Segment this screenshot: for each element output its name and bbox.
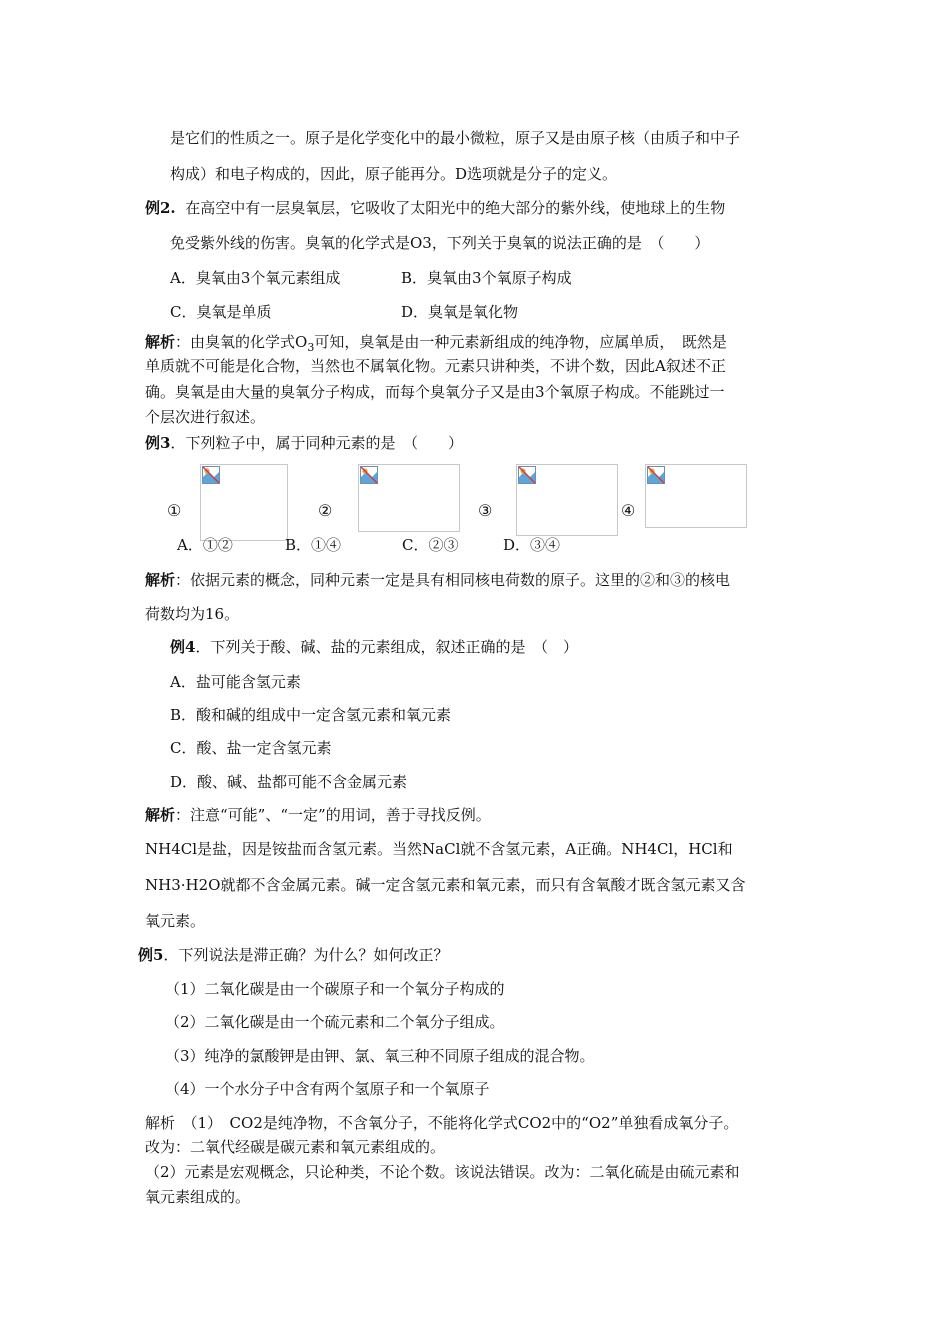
example-5-statement-4: （4）一个水分子中含有两个氢原子和一个氧原子 [165, 1080, 490, 1098]
example-2-option-c: C．臭氧是单质 [170, 303, 272, 321]
atom-diagram-3 [516, 464, 618, 536]
example-5-analysis-line-4: 氧元素组成的。 [145, 1188, 251, 1206]
example-4-option-d: D．酸、碱、盐都可能不含金属元素 [170, 773, 408, 791]
example-5-question [138, 944, 448, 966]
choice-number-4: ④ [621, 501, 636, 520]
example-5-question-text: ．下列说法是滞正确？为什么？如何改正？ [163, 946, 449, 964]
example-2-analysis-line-2: 单质就不可能是化合物，当然也不属氧化物。元素只讲种类，不讲个数，因此A叙述不正 [145, 357, 726, 375]
analysis-text: 可知，臭氧是由一种元素新组成的纯净物，应属单质， 既然是 [314, 333, 727, 351]
intro-line-2: 构成）和电子构成的，因此，原子能再分。D选项就是分子的定义。 [170, 165, 618, 183]
example-5-statement-3: （3）纯净的氯酸钾是由钾、氯、氧三种不同原子组成的混合物。 [165, 1047, 595, 1065]
atom-diagram-2 [358, 464, 460, 532]
analysis-text: ：依据元素的概念，同种元素一定是具有相同核电荷数的原子。这里的②和③的核电 [175, 571, 731, 589]
example-5-label: 例5 [138, 946, 164, 964]
example-2-option-d: D．臭氧是氧化物 [401, 303, 519, 321]
example-2-option-b: B．臭氧由3个氧原子构成 [401, 269, 572, 287]
example-3-option-b: B．①④ [285, 536, 342, 554]
analysis-label: 解析 [145, 333, 176, 351]
atom-diagram-4 [645, 464, 747, 528]
intro-line-1: 是它们的性质之一。原子是化学变化中的最小微粒，原子又是由原子核（由质子和中子 [170, 129, 741, 147]
example-3-question [145, 432, 463, 454]
choice-number-1: ① [167, 501, 182, 520]
example-5-analysis-line-2: 改为：二氧代经碳是碳元素和氧元素组成的。 [145, 1138, 446, 1156]
example-4-analysis-line-3: NH3·H2O就都不含金属元素。碱一定含氢元素和氧元素，而只有含氧酸才既含氢元素又含 [145, 876, 746, 894]
example-3-analysis-line-1 [145, 569, 730, 591]
example-2-question-line-1 [145, 197, 725, 219]
example-2-question-text: 在高空中有一层臭氧层，它吸收了太阳光中的绝大部分的紫外线，使地球上的生物 [185, 199, 726, 217]
broken-image-icon [518, 466, 536, 484]
subscript: 3 [307, 341, 315, 354]
example-4-analysis-line-2: NH4Cl是盐，因是铵盐而含氢元素。当然NaCl就不含氢元素，A正确。NH4Cl，HCl和 [145, 840, 733, 858]
example-4-analysis-line-1 [145, 804, 491, 826]
example-2-question-line-2: 免受紫外线的伤害。臭氧的化学式是O3，下列关于臭氧的说法正确的是 （ ） [170, 234, 710, 252]
choice-number-2: ② [318, 501, 333, 520]
example-3-option-d: D．③④ [503, 536, 561, 554]
choice-number-3: ③ [478, 501, 493, 520]
broken-image-icon [647, 466, 665, 484]
example-3-analysis-line-2: 荷数均为16。 [145, 605, 240, 623]
example-3-option-a: A．①② [177, 536, 233, 554]
example-2-label: 例2. [145, 199, 176, 217]
example-5-analysis-line-3: （2）元素是宏观概念，只论种类，不论个数。该说法错误。改为：二氧化硫是由硫元素和 [145, 1163, 740, 1181]
example-4-option-b: B．酸和碱的组成中一定含氢元素和氧元素 [170, 706, 452, 724]
example-2-option-a: A．臭氧由3个氧元素组成 [170, 269, 341, 287]
example-4-option-a: A．盐可能含氢元素 [170, 673, 301, 691]
example-4-option-c: C．酸、盐一定含氢元素 [170, 739, 332, 757]
example-3-label: 例3 [145, 434, 171, 452]
example-5-statement-2: （2）二氧化碳是由一个硫元素和二个氧分子组成。 [165, 1013, 505, 1031]
example-4-question [170, 636, 578, 658]
analysis-text: ：注意“可能”、“一定”的用词，善于寻找反例。 [175, 806, 491, 824]
example-5-statement-1: （1）二氧化碳是由一个碳原子和一个氧分子构成的 [165, 980, 505, 998]
example-4-question-text: ．下列关于酸、碱、盐的元素组成，叙述正确的是 （ ） [195, 638, 578, 656]
example-5-analysis-line-1: 解析 （1） CO2是纯净物，不含氧分子，不能将化学式CO2中的“O2”单独看成氧分子。 [145, 1114, 739, 1132]
example-3-option-c: C．②③ [402, 536, 459, 554]
analysis-label: 解析 [145, 806, 176, 824]
atom-diagram-1 [200, 464, 288, 541]
example-4-analysis-line-4: 氧元素。 [145, 912, 206, 930]
example-2-analysis-line-3: 确。臭氧是由大量的臭氧分子构成，而每个臭氧分子又是由3个氧原子构成。不能跳过一 [145, 383, 725, 401]
broken-image-icon [202, 466, 220, 484]
analysis-label: 解析 [145, 571, 176, 589]
example-4-label: 例4 [170, 638, 196, 656]
example-3-question-text: ．下列粒子中，属于同种元素的是 （ ） [170, 434, 463, 452]
broken-image-icon [360, 466, 378, 484]
example-2-analysis-line-4: 个层次进行叙述。 [145, 408, 266, 426]
analysis-text: ：由臭氧的化学式O [175, 333, 308, 351]
